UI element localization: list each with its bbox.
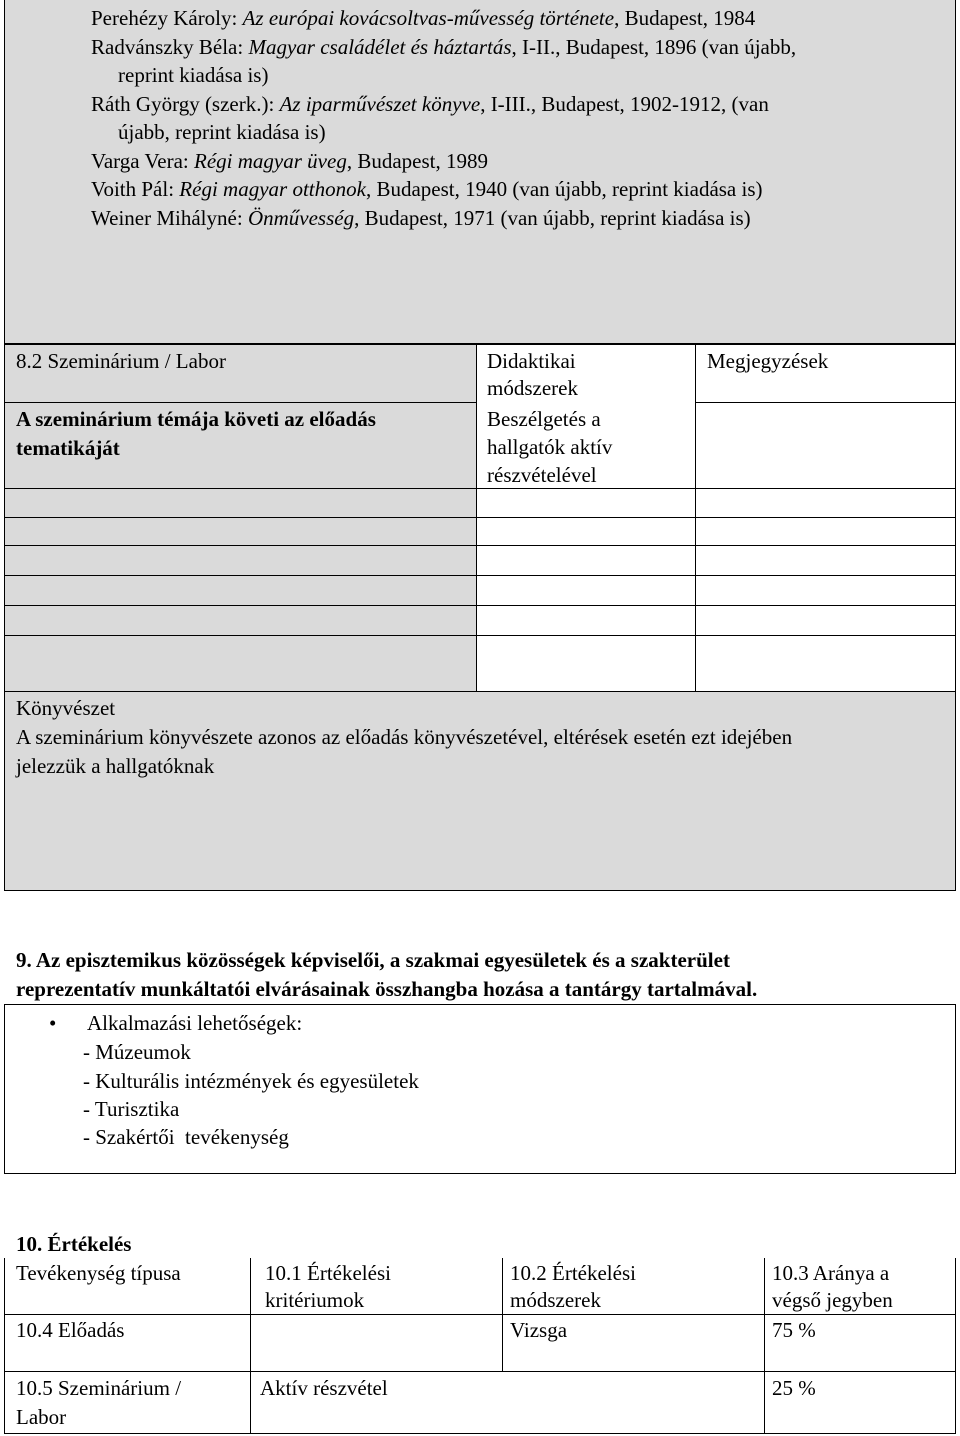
section9-heading-2: reprezentatív munkáltatói elvárásainak összhangba hozása a tantárgy tartalmával. [16, 977, 758, 1001]
seminar-empty-row-3 [5, 575, 476, 605]
evaluation-table [4, 1258, 956, 1434]
bib-entry-5 [91, 175, 951, 204]
bib-entry-2-rest: , I-II., Budapest, 1896 (van újabb, [511, 34, 797, 59]
bib-entry-2-author: Radvánszky Béla: [91, 34, 249, 59]
bib-entry-5-rest: , Budapest, 1940 (van újabb, reprint kiadása is) [365, 177, 763, 201]
seminar-row-line-5 [477, 605, 955, 606]
seminar-bib-heading: Könyvészet [16, 696, 116, 720]
eval-row1-share: 75 % [772, 1318, 816, 1342]
seminar-empty-row-4 [5, 605, 476, 635]
eval-col4-heading-2: végső jegyben [772, 1288, 893, 1312]
seminar-row-line-6 [477, 635, 955, 636]
eval-row1-label: 10.4 Előadás [16, 1318, 125, 1342]
seminar-col2-heading-2: módszerek [487, 376, 578, 400]
eval-col1-heading: Tevékenység típusa [16, 1261, 181, 1285]
bib-entry-1-author: Perehézy Károly: [91, 6, 243, 30]
bib-entry-4-rest: , Budapest, 1989 [346, 148, 488, 173]
bib-entry-5-title: Régi magyar otthonok [179, 177, 366, 201]
eval-col4-heading-1: 10.3 Aránya a [772, 1261, 890, 1285]
eval-row-line-2 [5, 1371, 955, 1372]
seminar-topic-1: A szeminárium témája követi az előadás [16, 407, 376, 431]
bib-entry-2 [91, 33, 951, 62]
seminar-row-line-2 [477, 517, 955, 518]
seminar-method-3: részvételével [487, 463, 597, 487]
eval-divider-3 [764, 1258, 765, 1433]
seminar-bibliography-box [4, 691, 956, 891]
seminar-bib-text-1: A szeminárium könyvészete azonos az előadás könyvészetével, eltérések esetén ezt idejében [16, 725, 793, 749]
bib-entry-4 [91, 147, 951, 176]
bib-entry-6-rest: , Budapest, 1971 (van újabb, reprint kiadása is) [354, 205, 751, 230]
section9-item-2: - Kulturális intézmények és egyesületek [83, 1069, 419, 1093]
section10-heading: 10. Értékelés [16, 1232, 132, 1256]
eval-row2-criteria: Aktív részvétel [260, 1376, 388, 1400]
bib-entry-3 [91, 90, 951, 119]
section9-intro: Alkalmazási lehetőségek: [87, 1011, 303, 1035]
bib-entry-6 [91, 204, 951, 233]
bib-entry-1 [91, 4, 951, 33]
section9-box [4, 1004, 956, 1174]
bib-entry-3-title: Az iparművészet könyve [279, 91, 481, 116]
bib-entry-6-title: Önművesség [247, 205, 355, 230]
seminar-col2-heading-1: Didaktikai [487, 349, 576, 373]
seminar-divider-2 [695, 345, 696, 691]
seminar-table [4, 344, 956, 692]
bib-entry-4-author: Varga Vera: [91, 148, 195, 173]
bib-entry-6-author: Weiner Mihályné: [91, 205, 248, 230]
bib-entry-3-rest: , I-III., Budapest, 1902-1912, (van [480, 91, 769, 116]
bib-entry-5-author: Voith Pál: [91, 177, 180, 201]
eval-col2-heading-2: kritériumok [265, 1288, 365, 1312]
section9-heading-1: 9. Az episztemikus közösségek képviselői, a szakmai egyesületek és a szakterület [16, 948, 730, 972]
bibliography-list [91, 4, 951, 232]
bib-entry-1-title: Az európai kovácsoltvas-művesség története [242, 6, 615, 30]
seminar-row-line-0 [5, 402, 476, 403]
seminar-bib-text-2: jelezzük a hallgatóknak [16, 754, 215, 778]
section9-item-3: - Turisztika [83, 1097, 180, 1121]
eval-col3-heading-2: módszerek [510, 1288, 601, 1312]
eval-col2-heading-1: 10.1 Értékelési [265, 1261, 391, 1285]
seminar-divider-1 [476, 345, 477, 691]
seminar-topic-2: tematikáját [16, 436, 120, 460]
eval-col3-heading-1: 10.2 Értékelési [510, 1261, 636, 1285]
section9-item-1: - Múzeumok [83, 1040, 191, 1064]
bullet-icon: • [49, 1011, 57, 1035]
eval-row2-label-2: Labor [16, 1405, 67, 1429]
bib-entry-1-rest: , Budapest, 1984 [614, 6, 756, 30]
eval-row2-share: 25 % [772, 1376, 816, 1400]
seminar-header-line [695, 402, 955, 403]
bib-entry-3-cont: újabb, reprint kiadása is) [118, 120, 326, 144]
seminar-method-2: hallgatók aktív [487, 435, 613, 459]
bib-entry-4-title: Régi magyar üveg [194, 148, 347, 173]
bib-entry-2-title: Magyar családélet és háztartás [248, 34, 512, 59]
bib-entry-2-cont: reprint kiadása is) [118, 63, 269, 87]
eval-divider-1 [250, 1258, 251, 1433]
seminar-heading: 8.2 Szeminárium / Labor [16, 349, 226, 373]
bib-entry-3-author: Ráth György (szerk.): [91, 91, 280, 116]
eval-row2-label-1: 10.5 Szeminárium / [16, 1376, 182, 1400]
seminar-empty-row-1 [5, 517, 476, 545]
eval-divider-2b [502, 1314, 503, 1371]
seminar-row-line-4 [477, 575, 955, 576]
eval-row1-method: Vizsga [510, 1318, 568, 1342]
seminar-row-line-3 [477, 545, 955, 546]
section9-item-4: - Szakértői tevékenység [83, 1125, 289, 1149]
seminar-col3-heading: Megjegyzések [707, 349, 829, 373]
eval-divider-2 [502, 1258, 503, 1314]
seminar-empty-row-2 [5, 545, 476, 575]
seminar-method-1: Beszélgetés a [487, 407, 601, 431]
seminar-empty-row-5 [5, 635, 476, 692]
seminar-empty-row-0 [5, 489, 476, 517]
